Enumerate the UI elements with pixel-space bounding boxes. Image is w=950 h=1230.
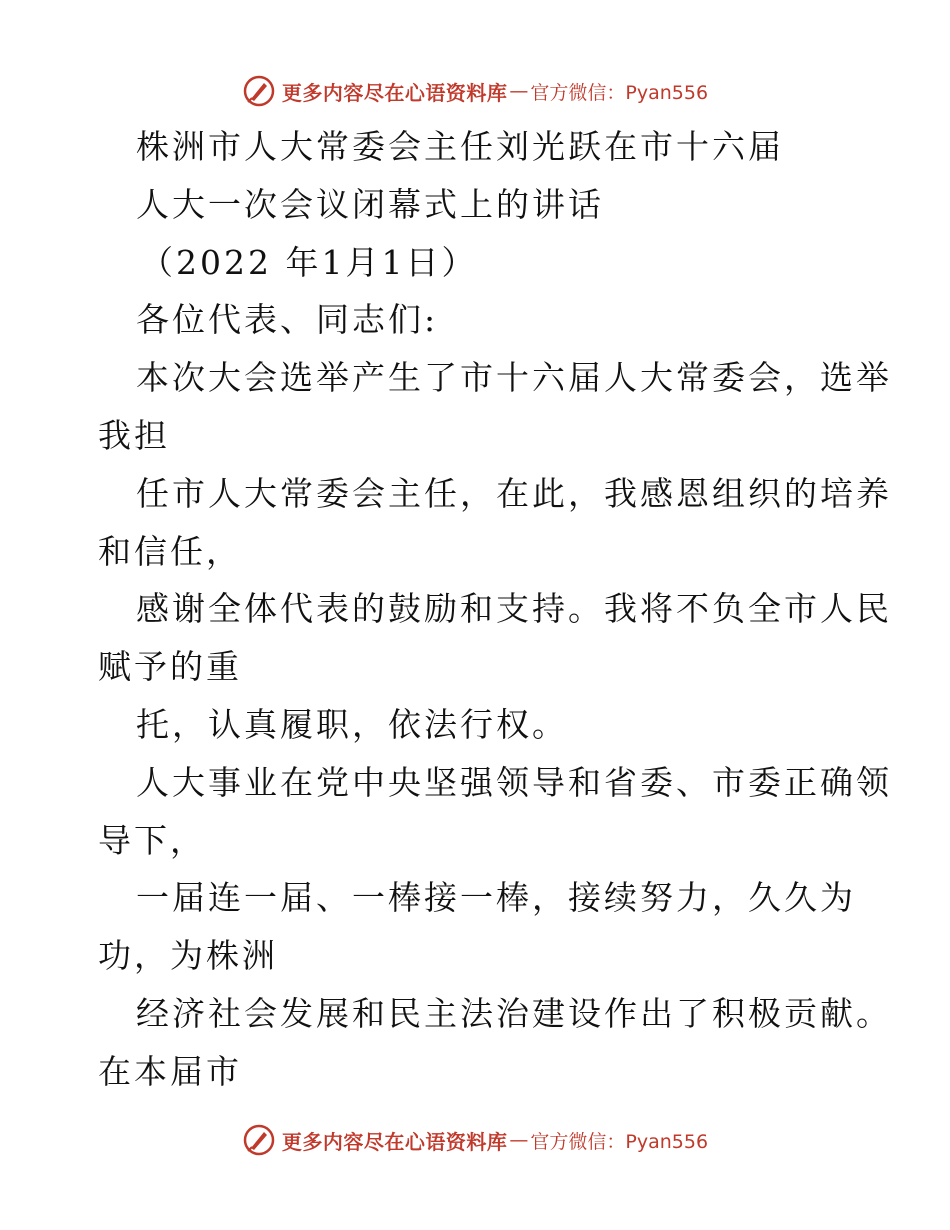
watermark-footer xyxy=(0,1120,950,1160)
title-line-1: 株洲市人大常委会主任刘光跃在市十六届 xyxy=(136,127,784,166)
quill-logo-icon xyxy=(242,74,276,108)
text-line: 托，认真履职，依法行权。 xyxy=(136,704,568,744)
text-line: 一届连一届、一棒接一棒，接续努力，久久为 xyxy=(136,878,856,918)
text-line: 任市人大常委会主任，在此，我感恩组织的培养 xyxy=(136,473,892,513)
speech-paragraphs xyxy=(98,349,892,1100)
text-line: 和信任， xyxy=(98,531,242,571)
title-line-2: 人大一次会议闭幕式上的讲话 xyxy=(136,184,604,224)
watermark-contact: 官方微信：Pyan556 xyxy=(530,81,709,104)
text-line: 感谢全体代表的鼓励和支持。我将不负全市人民 xyxy=(136,589,892,629)
text-line: 我担 xyxy=(98,415,170,455)
watermark-contact: 官方微信：Pyan556 xyxy=(530,1130,709,1153)
watermark-header xyxy=(0,71,950,111)
text-line: 本次大会选举产生了市十六届人大常委会，选举 xyxy=(136,358,892,398)
text-line: 在本届市 xyxy=(98,1051,242,1091)
watermark-separator: — xyxy=(509,1129,529,1151)
quill-logo-icon xyxy=(242,1123,276,1157)
text-line: 经济社会发展和民主法治建设作出了积极贡献。 xyxy=(136,993,892,1033)
text-line: 功，为株洲 xyxy=(98,936,278,976)
document-body xyxy=(98,118,892,1101)
text-line: 赋予的重 xyxy=(98,647,242,687)
watermark-brand: 更多内容尽在心语资料库 xyxy=(281,80,508,105)
speech-date: （2022 年1月1日） xyxy=(140,242,478,282)
watermark-brand: 更多内容尽在心语资料库 xyxy=(281,1129,508,1154)
salutation: 各位代表、同志们: xyxy=(136,300,439,340)
text-line: 人大事业在党中央坚强领导和省委、市委正确领 xyxy=(136,762,892,802)
text-line: 导下， xyxy=(98,820,206,860)
watermark-separator: — xyxy=(509,80,529,102)
